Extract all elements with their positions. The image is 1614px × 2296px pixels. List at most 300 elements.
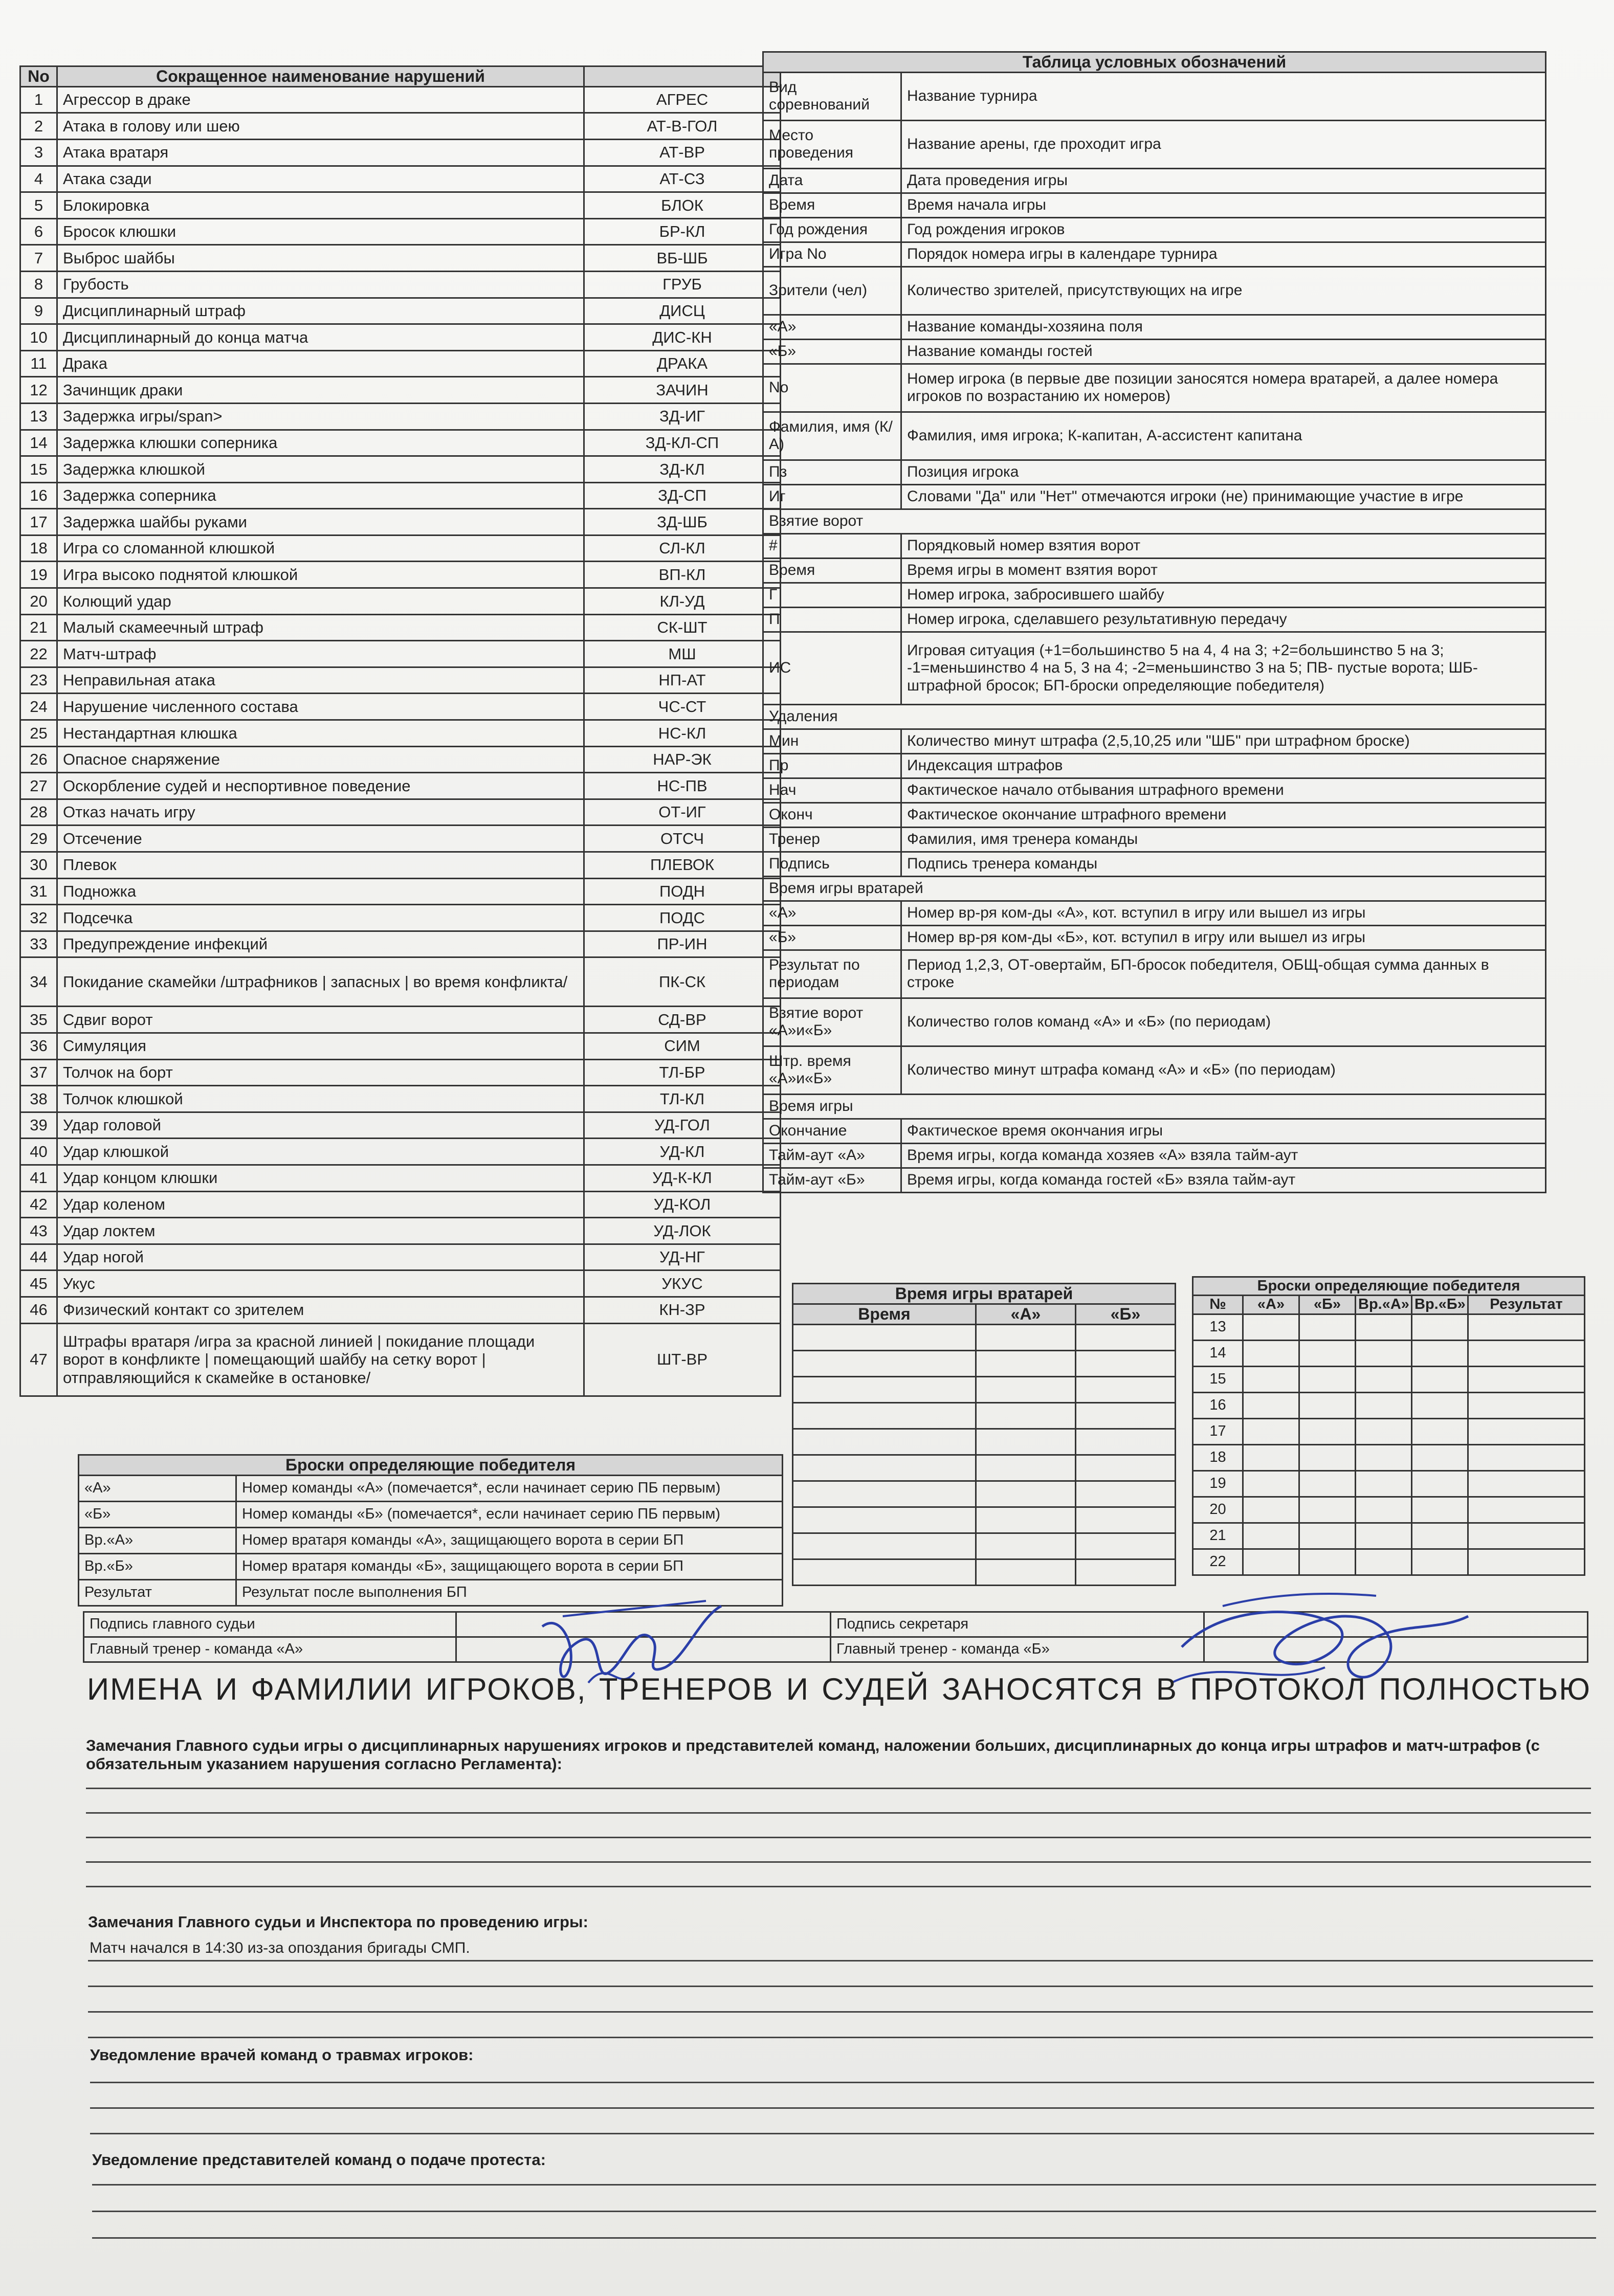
- legend-penalties-key: Тренер: [763, 827, 901, 852]
- violation-name: Удар коленом: [57, 1191, 584, 1218]
- legend-goals-row: [763, 632, 1546, 704]
- violations-table: [19, 65, 781, 1397]
- goalie-time-row: [793, 1429, 1176, 1455]
- violation-number: 45: [20, 1270, 57, 1297]
- violation-code: ПЛЕВОК: [584, 852, 781, 879]
- violation-code: УД-НГ: [584, 1244, 781, 1270]
- violation-number: 22: [20, 641, 57, 667]
- legend-row: [763, 72, 1546, 120]
- note-line[interactable]: [86, 1886, 1591, 1887]
- violation-name: Выброс шайбы: [57, 245, 584, 272]
- notice-word: ЗАНОСЯТСЯ: [942, 1672, 1144, 1706]
- legend-goalies-key: Штр. время «А»и«Б»: [763, 1046, 901, 1094]
- shootout-cell[interactable]: [1412, 1314, 1468, 1340]
- shootout-legend-value: Номер команды «А» (помечается*, если начинает серию ПБ первым): [236, 1475, 783, 1501]
- goalie-time-cell[interactable]: [1076, 1533, 1176, 1559]
- goalie-time-col-b: «Б»: [1076, 1304, 1176, 1324]
- shootout-legend-table: [78, 1454, 783, 1607]
- legend-title: Таблица условных обозначений: [763, 52, 1546, 73]
- violation-name: Малый скамеечный штраф: [57, 614, 584, 641]
- violation-name: Задержка клюшкой: [57, 456, 584, 483]
- goalie-time-cell[interactable]: [1076, 1559, 1176, 1585]
- shootout-cell[interactable]: [1299, 1444, 1356, 1470]
- shootout-cell[interactable]: [1468, 1549, 1585, 1575]
- violation-name: Штрафы вратаря /игра за красной линией | покидание площади ворот в конфликте | помещающий шайбу на сетку ворот |отправляющийся к скамейке в остановке/: [57, 1323, 584, 1396]
- notice-word: ТРЕНЕРОВ: [599, 1672, 774, 1706]
- violation-row: [20, 1270, 781, 1297]
- violation-number: 32: [20, 905, 57, 931]
- shootout-cell[interactable]: [1412, 1470, 1468, 1497]
- note-line[interactable]: [88, 1960, 1593, 1961]
- legend-goalies-key: «А»: [763, 901, 901, 925]
- goalie-time-cell[interactable]: [976, 1324, 1076, 1350]
- shootout-cell[interactable]: [1468, 1340, 1585, 1366]
- shootout-row: [1193, 1392, 1585, 1418]
- violation-row: [20, 324, 781, 351]
- violation-code: НАР-ЭК: [584, 746, 781, 773]
- violation-row: [20, 1059, 781, 1086]
- shootout-col-b: «Б»: [1299, 1296, 1356, 1314]
- violation-number: 5: [20, 192, 57, 219]
- legend-goalies-key: «Б»: [763, 925, 901, 950]
- shootout-cell[interactable]: [1412, 1523, 1468, 1549]
- goalie-time-cell[interactable]: [793, 1324, 976, 1350]
- shootout-legend-key: «А»: [79, 1475, 236, 1501]
- goalie-time-cell[interactable]: [976, 1429, 1076, 1455]
- legend-section-goals: [763, 509, 1546, 533]
- legend-time-row: [763, 1119, 1546, 1143]
- legend-time-value: Фактическое время окончания игры: [901, 1119, 1546, 1143]
- violation-number: 27: [20, 773, 57, 799]
- violation-row: [20, 957, 781, 1007]
- violation-row: [20, 192, 781, 219]
- goalie-time-cell[interactable]: [976, 1533, 1076, 1559]
- goalie-time-row: [793, 1533, 1176, 1559]
- shootout-legend-title: Броски определяющие победителя: [79, 1455, 783, 1476]
- violation-name: Удар концом клюшки: [57, 1165, 584, 1191]
- legend-goalies-key: Взятие ворот «А»и«Б»: [763, 998, 901, 1046]
- shootout-number: 18: [1193, 1444, 1243, 1470]
- notice-word: И: [786, 1672, 809, 1706]
- violation-code: УД-ЛОК: [584, 1218, 781, 1244]
- violation-row: [20, 1323, 781, 1396]
- goalie-time-cell[interactable]: [1076, 1455, 1176, 1481]
- violation-name: Удар клюшкой: [57, 1139, 584, 1165]
- shootout-cell[interactable]: [1243, 1444, 1299, 1470]
- legend-time-value: Время игры, когда команда гостей «Б» взяла тайм-аут: [901, 1168, 1546, 1192]
- shootout-row: [1193, 1418, 1585, 1444]
- violation-row: [20, 562, 781, 588]
- legend-penalties-row: [763, 729, 1546, 753]
- shootout-cell[interactable]: [1356, 1314, 1412, 1340]
- violation-code: ТЛ-БР: [584, 1059, 781, 1086]
- violation-number: 18: [20, 535, 57, 562]
- chief-referee-signature-label: Подпись главного судьи: [84, 1612, 456, 1637]
- legend-key: Дата: [763, 168, 901, 193]
- violation-number: 8: [20, 271, 57, 298]
- shootout-cell[interactable]: [1356, 1392, 1412, 1418]
- violation-code: БР-КЛ: [584, 218, 781, 245]
- goalie-time-cell[interactable]: [976, 1507, 1076, 1533]
- goalie-time-cell[interactable]: [793, 1455, 976, 1481]
- shootout-cell[interactable]: [1299, 1366, 1356, 1392]
- shootout-cell[interactable]: [1299, 1549, 1356, 1575]
- legend-penalties-key: Пр: [763, 753, 901, 778]
- violation-name: Удар ногой: [57, 1244, 584, 1270]
- legend-row: [763, 412, 1546, 460]
- violations-no-header: No: [20, 66, 57, 87]
- inspector-remarks-text[interactable]: Матч начался в 14:30 из-за опоздания бригады СМП.: [90, 1940, 470, 1956]
- shootout-row: [1193, 1549, 1585, 1575]
- shootout-cell[interactable]: [1468, 1366, 1585, 1392]
- shootout-cell[interactable]: [1468, 1314, 1585, 1340]
- violation-name: Игра высоко поднятой клюшкой: [57, 562, 584, 588]
- shootout-cell[interactable]: [1243, 1366, 1299, 1392]
- shootout-col-no: №: [1193, 1296, 1243, 1314]
- shootout-legend-value: Номер команды «Б» (помечается*, если начинает серию ПБ первым): [236, 1501, 783, 1527]
- note-line[interactable]: [88, 2011, 1593, 2013]
- legend-penalties-key: Оконч: [763, 803, 901, 827]
- shootout-cell[interactable]: [1299, 1418, 1356, 1444]
- note-line[interactable]: [90, 2082, 1594, 2083]
- violation-number: 1: [20, 86, 57, 113]
- shootout-cell[interactable]: [1356, 1497, 1412, 1523]
- goalie-time-col-time: Время: [793, 1304, 976, 1324]
- shootout-cell[interactable]: [1468, 1444, 1585, 1470]
- goalie-time-cell[interactable]: [976, 1481, 1076, 1507]
- violation-number: 26: [20, 746, 57, 773]
- shootout-cell[interactable]: [1243, 1497, 1299, 1523]
- shootout-cell[interactable]: [1412, 1340, 1468, 1366]
- shootout-cell[interactable]: [1412, 1366, 1468, 1392]
- violation-name: Сдвиг ворот: [57, 1007, 584, 1033]
- coach-a-label: Главный тренер - команда «А»: [84, 1637, 456, 1662]
- shootout-cell[interactable]: [1299, 1340, 1356, 1366]
- goalie-time-cell[interactable]: [793, 1533, 976, 1559]
- violation-code: УКУС: [584, 1270, 781, 1297]
- violation-number: 20: [20, 588, 57, 615]
- shootout-legend-value: Номер вратаря команды «Б», защищающего ворота в серии БП: [236, 1553, 783, 1579]
- violation-name: Опасное снаряжение: [57, 746, 584, 773]
- legend-goals-key: #: [763, 533, 901, 558]
- violation-code: ЗАЧИН: [584, 377, 781, 404]
- note-line[interactable]: [86, 1788, 1591, 1789]
- violation-code: ЗД-КЛ: [584, 456, 781, 483]
- violation-code: СЛ-КЛ: [584, 535, 781, 562]
- violation-row: [20, 1033, 781, 1059]
- legend-goals-key: ИС: [763, 632, 901, 704]
- shootout-cell[interactable]: [1356, 1366, 1412, 1392]
- violation-number: 21: [20, 614, 57, 641]
- legend-row: [763, 364, 1546, 412]
- goalie-time-cell[interactable]: [793, 1376, 976, 1402]
- violation-name: Подсечка: [57, 905, 584, 931]
- violation-name: Предупреждение инфекций: [57, 931, 584, 957]
- violation-name: Грубость: [57, 271, 584, 298]
- legend-value: Название арены, где проходит игра: [901, 120, 1546, 168]
- violation-code: НС-ПВ: [584, 773, 781, 799]
- legend-key: Игра No: [763, 242, 901, 266]
- note-line[interactable]: [92, 2211, 1596, 2212]
- shootout-cell[interactable]: [1412, 1497, 1468, 1523]
- legend-penalties-value: Фактическое начало отбывания штрафного времени: [901, 778, 1546, 803]
- goalie-time-cell[interactable]: [976, 1376, 1076, 1402]
- violation-row: [20, 430, 781, 456]
- notice-word: ПОЛНОСТЬЮ: [1379, 1672, 1591, 1706]
- shootout-legend-value: Номер вратаря команды «А», защищающего ворота в серии БП: [236, 1527, 783, 1553]
- violation-number: 12: [20, 377, 57, 404]
- violation-number: 11: [20, 350, 57, 377]
- legend-row: [763, 339, 1546, 364]
- legend-goals-row: [763, 607, 1546, 632]
- violation-code: ЗД-ИГ: [584, 403, 781, 430]
- goalie-time-cell[interactable]: [1076, 1350, 1176, 1376]
- shootout-cell[interactable]: [1243, 1549, 1299, 1575]
- shootout-cell[interactable]: [1243, 1392, 1299, 1418]
- notice-word: ИГРОКОВ,: [425, 1672, 587, 1706]
- legend-key: Иг: [763, 484, 901, 509]
- inspector-remarks-title: Замечания Главного судьи и Инспектора по проведению игры:: [88, 1913, 588, 1931]
- violation-code: МШ: [584, 641, 781, 667]
- violation-code: СК-ШТ: [584, 614, 781, 641]
- shootout-cell[interactable]: [1468, 1418, 1585, 1444]
- shootout-col-result: Результат: [1468, 1296, 1585, 1314]
- shootout-cell[interactable]: [1243, 1470, 1299, 1497]
- shootout-cell[interactable]: [1243, 1523, 1299, 1549]
- violation-name: Атака вратаря: [57, 139, 584, 166]
- legend-section-goalies-label: Время игры вратарей: [763, 876, 1546, 901]
- violation-name: Игра со сломанной клюшкой: [57, 535, 584, 562]
- goalie-time-cell[interactable]: [976, 1559, 1076, 1585]
- legend-value: Время начала игры: [901, 193, 1546, 217]
- goalie-time-cell[interactable]: [976, 1350, 1076, 1376]
- shootout-cell[interactable]: [1468, 1470, 1585, 1497]
- goalie-time-cell[interactable]: [1076, 1481, 1176, 1507]
- violation-number: 19: [20, 562, 57, 588]
- legend-penalties-row: [763, 753, 1546, 778]
- shootout-legend-key: Результат: [79, 1579, 236, 1606]
- shootout-legend-key: Вр.«А»: [79, 1527, 236, 1553]
- shootout-col-gk-a: Вр.«А»: [1356, 1296, 1412, 1314]
- violation-number: 31: [20, 878, 57, 905]
- shootout-cell[interactable]: [1243, 1418, 1299, 1444]
- goalie-time-cell[interactable]: [976, 1455, 1076, 1481]
- legend-value: Название команды-хозяина поля: [901, 315, 1546, 339]
- legend-key: No: [763, 364, 901, 412]
- violation-name: Подножка: [57, 878, 584, 905]
- note-line[interactable]: [92, 2237, 1596, 2239]
- shootout-cell[interactable]: [1468, 1497, 1585, 1523]
- shootout-cell[interactable]: [1243, 1340, 1299, 1366]
- violation-number: 28: [20, 799, 57, 826]
- legend-goals-value: Номер игрока, сделавшего результативную передачу: [901, 607, 1546, 632]
- shootout-cell[interactable]: [1468, 1392, 1585, 1418]
- violation-number: 40: [20, 1139, 57, 1165]
- violation-number: 34: [20, 957, 57, 1007]
- violation-number: 36: [20, 1033, 57, 1059]
- shootout-cell[interactable]: [1299, 1523, 1356, 1549]
- legend-row: [763, 460, 1546, 484]
- violation-row: [20, 1007, 781, 1033]
- shootout-cell[interactable]: [1356, 1470, 1412, 1497]
- protest-notice-title: Уведомление представителей команд о подаче протеста:: [92, 2151, 546, 2169]
- legend-key: Вид соревнований: [763, 72, 901, 120]
- violation-row: [20, 614, 781, 641]
- notice-word: И: [215, 1672, 239, 1706]
- goalie-time-cell[interactable]: [1076, 1324, 1176, 1350]
- shootout-cell[interactable]: [1468, 1523, 1585, 1549]
- secretary-signature-label: Подпись секретаря: [831, 1612, 1204, 1637]
- shootout-legend-row: [79, 1553, 783, 1579]
- note-line[interactable]: [88, 2037, 1593, 2038]
- violation-number: 23: [20, 667, 57, 694]
- violation-row: [20, 1112, 781, 1139]
- goalie-time-cell[interactable]: [793, 1559, 976, 1585]
- goalie-time-cell[interactable]: [1076, 1376, 1176, 1402]
- violation-number: 30: [20, 852, 57, 879]
- legend-section-penalties: [763, 704, 1546, 729]
- shootout-number: 19: [1193, 1470, 1243, 1497]
- violation-code: ЧС-СТ: [584, 694, 781, 720]
- violation-row: [20, 482, 781, 509]
- violation-row: [20, 931, 781, 957]
- violation-name: Укус: [57, 1270, 584, 1297]
- violation-number: 37: [20, 1059, 57, 1086]
- violation-name: Удар головой: [57, 1112, 584, 1139]
- violation-name: Нестандартная клюшка: [57, 720, 584, 747]
- goalie-time-cell[interactable]: [793, 1402, 976, 1429]
- violation-name: Дисциплинарный штраф: [57, 298, 584, 324]
- violation-code: АГРЕС: [584, 86, 781, 113]
- shootout-cell[interactable]: [1412, 1444, 1468, 1470]
- goalie-time-cell[interactable]: [1076, 1507, 1176, 1533]
- violation-number: 33: [20, 931, 57, 957]
- shootout-row: [1193, 1470, 1585, 1497]
- violation-code: ВБ-ШБ: [584, 245, 781, 272]
- note-line[interactable]: [90, 2107, 1594, 2109]
- shootout-row: [1193, 1314, 1585, 1340]
- shootout-cell[interactable]: [1356, 1523, 1412, 1549]
- violation-row: [20, 113, 781, 140]
- shootout-cell[interactable]: [1299, 1470, 1356, 1497]
- violation-code: ТЛ-КЛ: [584, 1086, 781, 1112]
- shootout-cell[interactable]: [1299, 1497, 1356, 1523]
- violation-row: [20, 799, 781, 826]
- shootout-legend-row: [79, 1501, 783, 1527]
- goalie-time-row: [793, 1481, 1176, 1507]
- violation-row: [20, 1218, 781, 1244]
- legend-row: [763, 193, 1546, 217]
- violation-row: [20, 905, 781, 931]
- shootout-cell[interactable]: [1299, 1314, 1356, 1340]
- shootout-cell[interactable]: [1412, 1392, 1468, 1418]
- note-line[interactable]: [86, 1837, 1591, 1838]
- goalie-time-cell[interactable]: [793, 1481, 976, 1507]
- legend-goals-key: Время: [763, 558, 901, 583]
- shootout-cell[interactable]: [1412, 1418, 1468, 1444]
- shootout-cell[interactable]: [1356, 1444, 1412, 1470]
- violation-code: КН-ЗР: [584, 1297, 781, 1323]
- violation-code: ОТСЧ: [584, 826, 781, 852]
- goalie-time-cell[interactable]: [793, 1507, 976, 1533]
- violation-code: УД-ГОЛ: [584, 1112, 781, 1139]
- note-line[interactable]: [90, 2133, 1594, 2134]
- goalie-time-cell[interactable]: [976, 1402, 1076, 1429]
- shootout-cell[interactable]: [1356, 1549, 1412, 1575]
- notice-word: ФАМИЛИИ: [251, 1672, 413, 1706]
- shootout-number: 14: [1193, 1340, 1243, 1366]
- legend-goals-value: Номер игрока, забросившего шайбу: [901, 583, 1546, 607]
- shootout-cell[interactable]: [1412, 1549, 1468, 1575]
- violation-number: 17: [20, 509, 57, 536]
- violation-number: 39: [20, 1112, 57, 1139]
- violation-row: [20, 509, 781, 536]
- legend-goalies-value: Количество минут штрафа команд «А» и «Б» (по периодам): [901, 1046, 1546, 1094]
- violation-code: АТ-ВР: [584, 139, 781, 166]
- shootout-legend-key: «Б»: [79, 1501, 236, 1527]
- violation-number: 38: [20, 1086, 57, 1112]
- legend-key: «А»: [763, 315, 901, 339]
- shootout-row: [1193, 1444, 1585, 1470]
- legend-goalies-key: Результат по периодам: [763, 950, 901, 998]
- legend-key: «Б»: [763, 339, 901, 364]
- violation-number: 4: [20, 166, 57, 192]
- legend-penalties-value: Фактическое окончание штрафного времени: [901, 803, 1546, 827]
- goalie-time-cell[interactable]: [793, 1429, 976, 1455]
- shootout-number: 21: [1193, 1523, 1243, 1549]
- violation-number: 42: [20, 1191, 57, 1218]
- goalie-time-row: [793, 1350, 1176, 1376]
- violation-name: Дисциплинарный до конца матча: [57, 324, 584, 351]
- legend-value: Дата проведения игры: [901, 168, 1546, 193]
- violation-name: Зачинщик драки: [57, 377, 584, 404]
- violation-number: 24: [20, 694, 57, 720]
- legend-key: Год рождения: [763, 217, 901, 242]
- goalie-time-cell[interactable]: [1076, 1402, 1176, 1429]
- shootout-cell[interactable]: [1356, 1418, 1412, 1444]
- note-line[interactable]: [86, 1861, 1591, 1863]
- legend-key: Пз: [763, 460, 901, 484]
- violation-code: НС-КЛ: [584, 720, 781, 747]
- legend-row: [763, 120, 1546, 168]
- goalie-time-col-a: «А»: [976, 1304, 1076, 1324]
- legend-penalties-value: Фамилия, имя тренера команды: [901, 827, 1546, 852]
- goalie-time-cell[interactable]: [793, 1350, 976, 1376]
- goalie-time-cell[interactable]: [1076, 1429, 1176, 1455]
- note-line[interactable]: [92, 2184, 1596, 2186]
- violation-row: [20, 667, 781, 694]
- note-line[interactable]: [88, 1986, 1593, 1987]
- shootout-results-table: [1192, 1276, 1585, 1576]
- shootout-cell[interactable]: [1299, 1392, 1356, 1418]
- violation-code: УД-К-КЛ: [584, 1165, 781, 1191]
- legend-penalties-row: [763, 852, 1546, 876]
- legend-row: [763, 315, 1546, 339]
- legend-time-key: Тайм-аут «Б»: [763, 1168, 901, 1192]
- goalie-time-table: [792, 1283, 1176, 1586]
- shootout-number: 16: [1193, 1392, 1243, 1418]
- violation-name: Физический контакт со зрителем: [57, 1297, 584, 1323]
- shootout-cell[interactable]: [1243, 1314, 1299, 1340]
- violation-name: Неправильная атака: [57, 667, 584, 694]
- legend-section-goalies: [763, 876, 1546, 901]
- legend-goals-key: П: [763, 607, 901, 632]
- legend-time-key: Тайм-аут «А»: [763, 1143, 901, 1168]
- shootout-cell[interactable]: [1356, 1340, 1412, 1366]
- notice-word: ПРОТОКОЛ: [1190, 1672, 1367, 1706]
- goalie-time-row: [793, 1455, 1176, 1481]
- note-line[interactable]: [86, 1812, 1591, 1814]
